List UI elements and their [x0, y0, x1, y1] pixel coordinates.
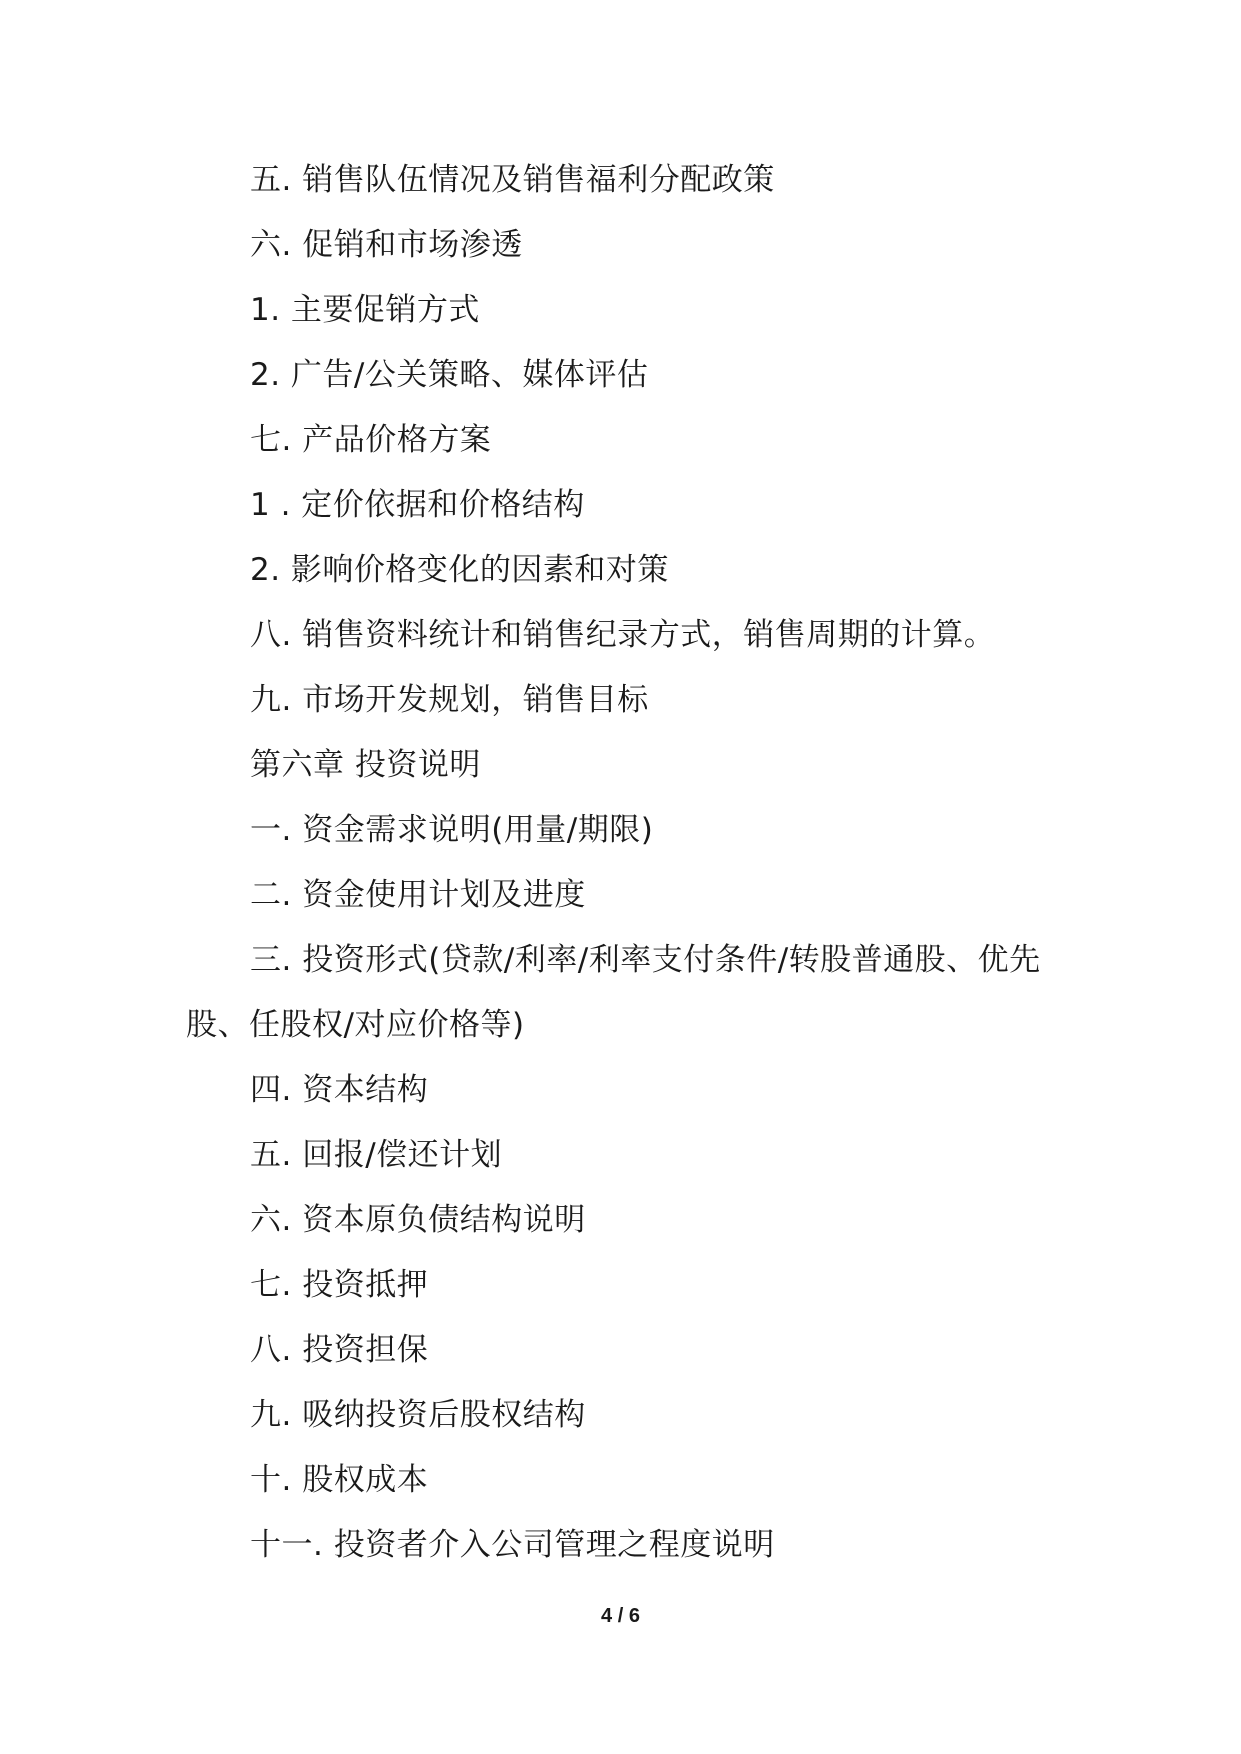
- text-line: 五. 回报/偿还计划: [250, 1137, 503, 1173]
- text-line: 2. 影响价格变化的因素和对策: [250, 552, 669, 588]
- chapter-heading: 第六章 投资说明: [250, 747, 481, 783]
- text-line: 2. 广告/公关策略、媒体评估: [250, 357, 649, 393]
- text-line: 十一. 投资者介入公司管理之程度说明: [250, 1527, 775, 1563]
- text-line: 七. 产品价格方案: [250, 422, 492, 458]
- text-line: 九. 吸纳投资后股权结构: [250, 1397, 586, 1433]
- text-line: 八. 投资担保: [250, 1332, 429, 1368]
- text-line: 七. 投资抵押: [250, 1267, 429, 1303]
- text-line: 九. 市场开发规划，销售目标: [250, 682, 649, 718]
- text-line: 1. 主要促销方式: [250, 292, 480, 328]
- text-line-continuation: 股、任股权/对应价格等): [186, 1007, 525, 1043]
- text-line: 六. 资本原负债结构说明: [250, 1202, 586, 1238]
- text-line: 1 . 定价依据和价格结构: [250, 487, 585, 523]
- text-line: 六. 促销和市场渗透: [250, 227, 523, 263]
- text-line: 八. 销售资料统计和销售纪录方式，销售周期的计算。: [250, 617, 996, 653]
- text-line: 十. 股权成本: [250, 1462, 429, 1498]
- page-number: 4 / 6: [601, 1605, 640, 1627]
- text-line: 四. 资本结构: [250, 1072, 429, 1108]
- text-line: 三. 投资形式(贷款/利率/利率支付条件/转股普通股、优先: [250, 942, 1041, 978]
- text-line: 二. 资金使用计划及进度: [250, 877, 586, 913]
- text-line: 五. 销售队伍情况及销售福利分配政策: [250, 162, 775, 198]
- text-line: 一. 资金需求说明(用量/期限): [250, 812, 654, 848]
